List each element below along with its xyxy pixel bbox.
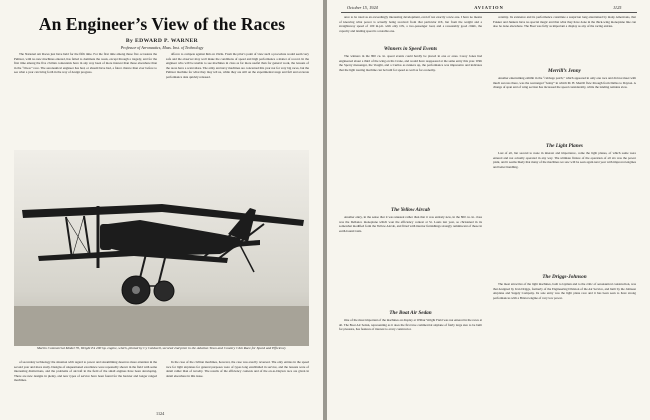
photo-caption: Martin Commercial Model 70, Weight E4 200 hp. engine, which, piloted by Cy Caldwell, secured 2nd prize in the Aviation Town and Country Club Race for Speed and Efficiency xyxy=(37,346,286,350)
text-block xyxy=(339,54,482,204)
right-column-1 xyxy=(339,15,482,415)
lower-column-1 xyxy=(14,360,157,412)
wheel-hub xyxy=(132,286,140,294)
text-block xyxy=(493,15,636,65)
byline: By EDWARD P. WARNER xyxy=(125,38,199,44)
section-heading: The Driggs-Johnson xyxy=(542,274,587,280)
author-affiliation: Professor of Aeronautics, Mass. Inst. of Technology xyxy=(120,45,204,50)
lower-paragraph-2: In the case of the civilian machines, however, the case was exactly reversed. The only entries in the speed race for light airplanes for general purposes were of types long established in service, and the lessons were of detail rather than of novelty. The results of the efficiency contests and of the on-to-Dayton race are given in detail elsewhere in this issue. xyxy=(166,360,309,378)
lower-column-2 xyxy=(166,360,309,412)
engine-cowling xyxy=(100,224,112,250)
section-heading: The Boat Air Sedan xyxy=(389,310,432,316)
paragraph: ceratiny. Its existence and its performance constitute a suspicion long entertained by many Americans, that Fokker and Junkers have no special magic and that what they have done in the thick-wing monoplane line can also be done elsewhere. The Boat was fully as important a display as any of the racing entries. xyxy=(493,15,636,29)
intro-paragraph-2: afforce to compete against him on 1924s. From the pilot’s point of view such a procedure would seem very safe and the observer may well make the conditions of speed and high performance a matter of record. In the engineer who will be unable to see machines in class as far more useful than for general work, the lessons of the races have a scant share. The army and navy machines are concerned this year not for very big races, but the Pulitzer machine for what they may tell us, while they are still on the experimental stage and full and accurate performance data quickly released. xyxy=(166,52,309,79)
section-heading: The Light Planes xyxy=(546,143,583,149)
airplane-photo xyxy=(14,150,309,346)
paragraph: Another entry, in the sense that it was unusual rather than that it was entirely new, in the 800 cu. in. class was the Dellanco monoplane which won the efficiency contest at St. Louis last year, so christened in its somewhat modified form the Yellow Aircab, and fitted with interior furnishings strongly reminiscent of those in earth-bound taxis. xyxy=(339,215,482,233)
right-page xyxy=(327,0,650,420)
text-block xyxy=(493,76,636,140)
article-title: An Engineer’s View of the Races xyxy=(38,14,286,34)
intro-column-1 xyxy=(14,52,157,152)
paragraph: The most attractive of the light machines, both to layman and to the critic of aeronautical construction, was that designed by Ivan Driggs, formerly of the Engineering Division of the Air Service, and built by the Johnson Airplane and Supply Company. Its sole entry was the light plane race and it has been seen to have strong performances with a Bristol engine of very low power. xyxy=(493,282,636,300)
page-number-left: 1124 xyxy=(156,411,165,416)
ground xyxy=(14,306,309,346)
text-block xyxy=(339,215,482,307)
section-heading: Merrill’s Jenny xyxy=(548,68,581,74)
paragraph: Another entertaining exhibit in the “cabbage patch,” which appeared in only one race and did not meet with much success there, was the rearranged “Jenny” in which M. H. Merrill flew through from Dallas to Dayton. A change of span and of wing section has increased the speed considerably, while the landing remains slow. xyxy=(493,76,636,90)
lower-paragraph-1: of secondary technology the situation with regard to power and streamlining deserves more attention in the second year and more study. Designs of unquestioned excellence were repeatedly shown in the field with some interesting distinctions, and the problems of aircraft in the field of the small engines have been developing. There are new designs in plenty, and new types of service have been found for the heavier and longer ranged machines. xyxy=(14,360,157,383)
left-page xyxy=(0,0,323,420)
text-block xyxy=(493,282,636,392)
text-block xyxy=(493,151,636,271)
wheel xyxy=(154,281,174,301)
paragraph: Last of all, but second to none in interest and importance, come the light planes, of which some were entered and not actually operated in any way. The ultimate fixture of the operation of all six was the power plant, and it seems likely that many of the machines we saw will be seen again next year with improved engines and better handling. xyxy=(493,151,636,169)
page-number-right: 1125 xyxy=(613,5,622,10)
text-block xyxy=(339,318,482,404)
header-rule xyxy=(341,12,637,13)
right-column-2 xyxy=(493,15,636,415)
intro-column-2 xyxy=(166,52,309,152)
paragraph: ance to be rated as an exceedingly interesting development, even if not exactly a new one. I have no means of knowing what power is actually being received from that particular OX, but from the weight and a straightaway speed of 100 m.p.h. with only OX, a two-passenger load, and a reasonably good climb, the capacity and landing speed is a notable one. xyxy=(339,15,482,33)
intro-paragraph-1: The National Air Races just have held for the fifth time. For the first time among these five occasions the Pulitzer, with no new machines entered, has failed to dominate the week, except through a tragedy, and for the first time among the five civilian contestants have in any way been of more interest than those elsewhere than in the “On-to” race. The aeronautical engineer has had, or should have had, a fairer chance than ever before to see what a year can bring forth in the way of design progress. xyxy=(14,52,157,75)
issue-date: October 15, 1924 xyxy=(347,5,378,10)
section-heading: Winners in Speed Events xyxy=(383,46,438,52)
section-heading: The Yellow Aircab xyxy=(391,207,430,213)
journal-name: AVIATION xyxy=(474,5,504,10)
paragraph: The winners in the 800 cu. in. speed events could hardly be placed in one or ones. Corey Jones had engineered about a third of the wing on his Crane, and would have reappeared at the same entry this year. With the Sperry messenger, the Vought, and a Curtiss as runners up, the performance was impressive and indicates that the light touring machine can be built for speed as well as for economy. xyxy=(339,54,482,72)
paragraph: One of the most important of the machines on display at Wilbur Wright Field was not entered in the races at all. The Boat Air Sedan, representing as it does the first true commercial airplane of fairly large size to be built for pleasure, has features of interest to every constructor. xyxy=(339,318,482,332)
text-block xyxy=(339,15,482,43)
